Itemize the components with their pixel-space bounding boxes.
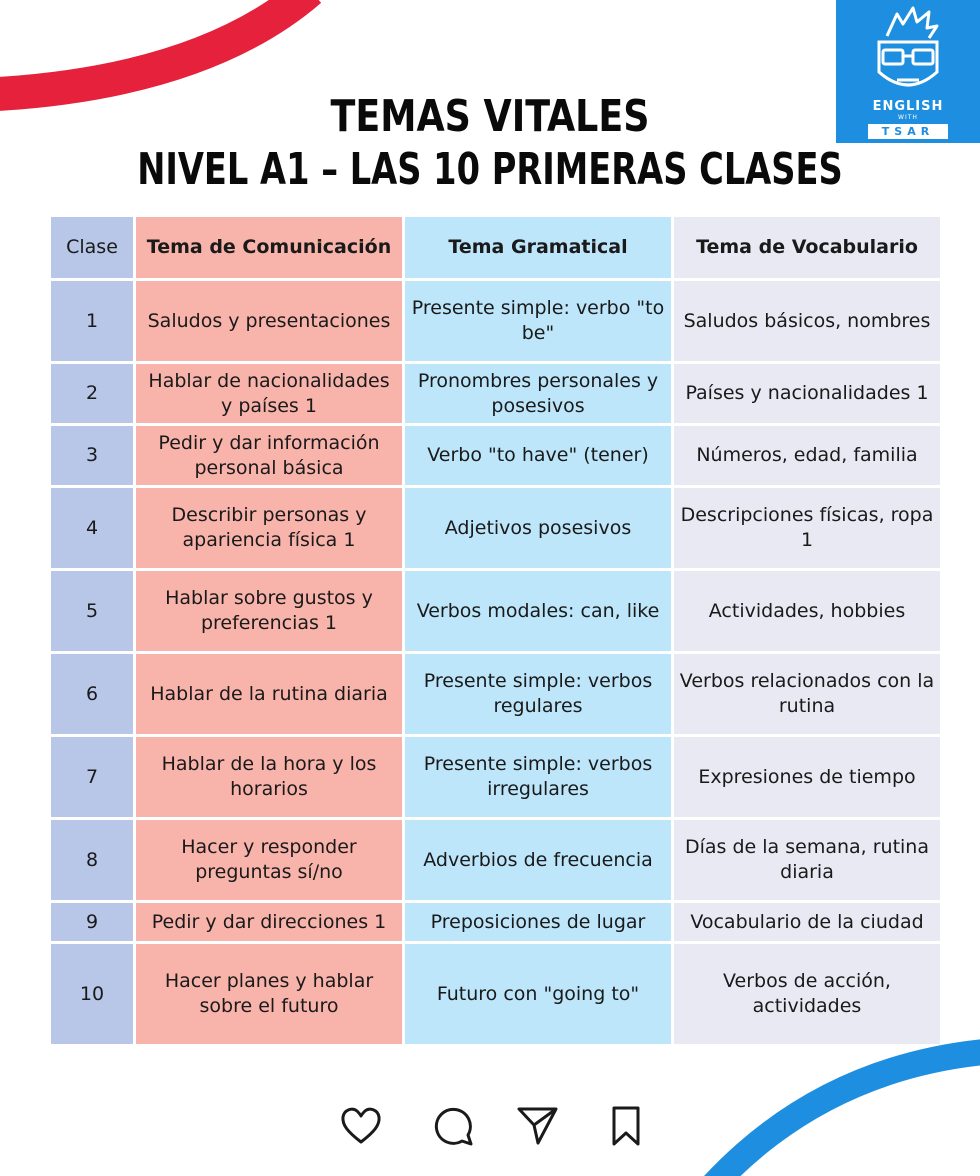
table-row — [51, 654, 940, 734]
cell-gramatical: Presente simple: verbos irregulares — [405, 737, 671, 817]
cell-comunicacion: Describir personas y apariencia física 1 — [136, 488, 402, 568]
cell-clase: 3 — [51, 426, 133, 485]
cell-clase: 2 — [51, 364, 133, 423]
heart-icon — [340, 1106, 382, 1146]
table-row — [51, 903, 940, 941]
lessons-table — [48, 214, 943, 1047]
action-bar — [0, 1100, 980, 1160]
comment-button[interactable] — [429, 1100, 477, 1152]
table-row — [51, 571, 940, 651]
cell-gramatical: Verbos modales: can, like — [405, 571, 671, 651]
cell-clase: 6 — [51, 654, 133, 734]
cell-comunicacion: Pedir y dar información personal básica — [136, 426, 402, 485]
cell-gramatical: Verbo "to have" (tener) — [405, 426, 671, 485]
cell-clase: 9 — [51, 903, 133, 941]
cell-gramatical: Pronombres personales y posesivos — [405, 364, 671, 423]
cell-vocabulario: Actividades, hobbies — [674, 571, 940, 651]
cell-comunicacion: Hacer y responder preguntas sí/no — [136, 820, 402, 900]
brand-with: WITH — [898, 114, 918, 121]
comment-icon — [432, 1105, 474, 1147]
cell-comunicacion: Hablar sobre gustos y preferencias 1 — [136, 571, 402, 651]
header-comunicacion: Tema de Comunicación — [136, 217, 402, 278]
bookmark-icon — [610, 1105, 642, 1147]
cell-clase: 5 — [51, 571, 133, 651]
cell-clase: 8 — [51, 820, 133, 900]
table-row — [51, 426, 940, 485]
cell-comunicacion: Hacer planes y hablar sobre el futuro — [136, 944, 402, 1044]
title-line-1: TEMAS VITALES — [330, 91, 650, 142]
page-title — [0, 90, 980, 196]
cell-vocabulario: Verbos relacionados con la rutina — [674, 654, 940, 734]
cell-vocabulario: Verbos de acción, actividades — [674, 944, 940, 1044]
cell-vocabulario: Expresiones de tiempo — [674, 737, 940, 817]
cell-vocabulario: Descripciones físicas, ropa 1 — [674, 488, 940, 568]
cell-vocabulario: Días de la semana, rutina diaria — [674, 820, 940, 900]
title-line-2: NIVEL A1 – LAS 10 PRIMERAS CLASES — [137, 144, 843, 195]
table-row — [51, 281, 940, 361]
cell-vocabulario: Números, edad, familia — [674, 426, 940, 485]
cell-gramatical: Preposiciones de lugar — [405, 903, 671, 941]
bookmark-button[interactable] — [602, 1100, 650, 1152]
cell-gramatical: Presente simple: verbos regulares — [405, 654, 671, 734]
table-row — [51, 944, 940, 1044]
cell-comunicacion: Hablar de la hora y los horarios — [136, 737, 402, 817]
brand-tsar: TSAR — [868, 124, 948, 139]
cell-comunicacion: Hablar de nacionalidades y países 1 — [136, 364, 402, 423]
like-button[interactable] — [337, 1100, 385, 1152]
cell-gramatical: Adjetivos posesivos — [405, 488, 671, 568]
mascot-icon — [867, 6, 949, 98]
table-row — [51, 488, 940, 568]
brand-name: ENGLISH — [872, 99, 944, 114]
red-arc — [0, 0, 310, 95]
share-button[interactable] — [514, 1100, 562, 1152]
cell-vocabulario: Saludos básicos, nombres — [674, 281, 940, 361]
cell-clase: 10 — [51, 944, 133, 1044]
cell-comunicacion: Hablar de la rutina diaria — [136, 654, 402, 734]
table-row — [51, 820, 940, 900]
cell-clase: 4 — [51, 488, 133, 568]
header-clase: Clase — [51, 217, 133, 278]
cell-vocabulario: Vocabulario de la ciudad — [674, 903, 940, 941]
cell-comunicacion: Pedir y dar direcciones 1 — [136, 903, 402, 941]
table-header-row — [51, 217, 940, 278]
cell-gramatical: Futuro con "going to" — [405, 944, 671, 1044]
table-row — [51, 364, 940, 423]
cell-clase: 1 — [51, 281, 133, 361]
cell-gramatical: Presente simple: verbo "to be" — [405, 281, 671, 361]
cell-vocabulario: Países y nacionalidades 1 — [674, 364, 940, 423]
header-gramatical: Tema Gramatical — [405, 217, 671, 278]
table-row — [51, 737, 940, 817]
cell-clase: 7 — [51, 737, 133, 817]
cell-comunicacion: Saludos y presentaciones — [136, 281, 402, 361]
header-vocabulario: Tema de Vocabulario — [674, 217, 940, 278]
cell-gramatical: Adverbios de frecuencia — [405, 820, 671, 900]
share-icon — [516, 1105, 560, 1147]
